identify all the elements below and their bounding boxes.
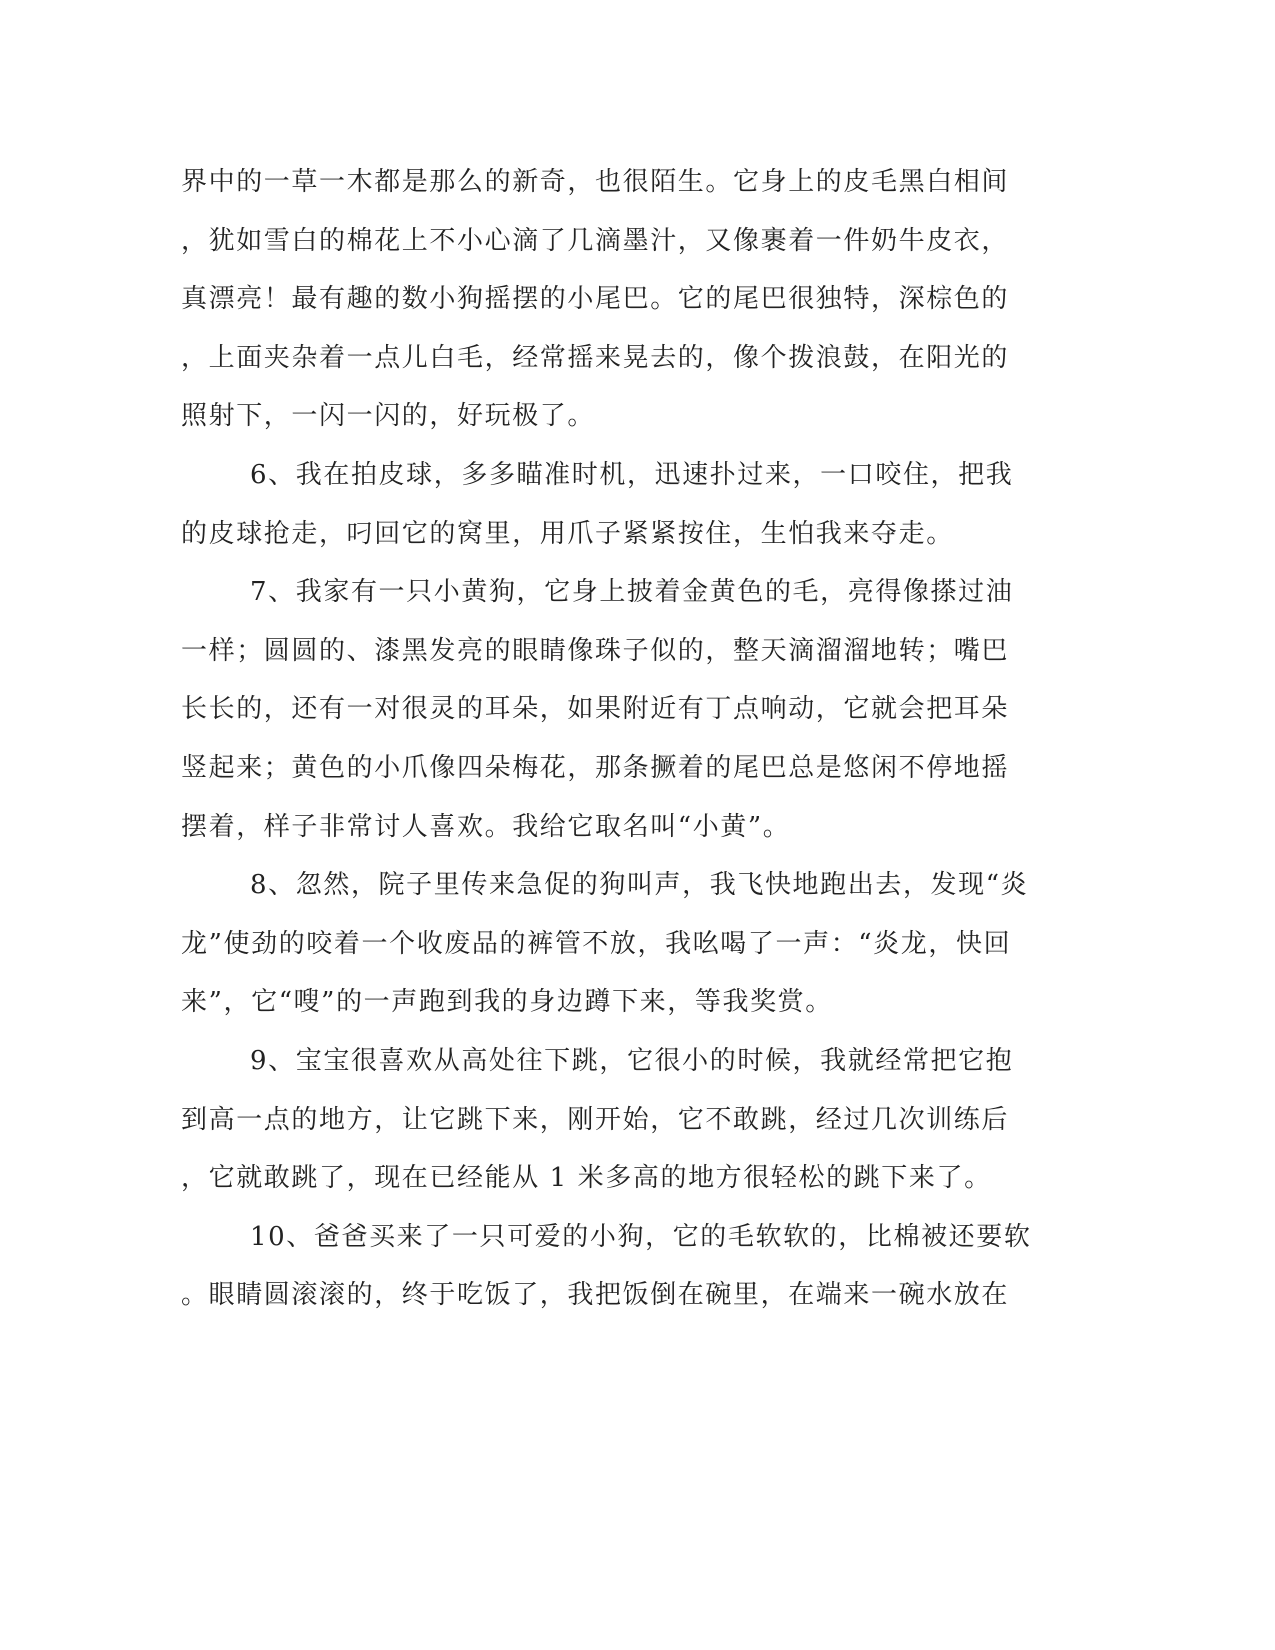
text-line: 龙”使劲的咬着一个收废品的裤管不放，我吆喝了一声：“炎龙，快回 (181, 929, 1012, 959)
text-line: 摆着，样子非常讨人喜欢。我给它取名叫“小黄”。 (181, 812, 791, 842)
text-line: 真漂亮！最有趣的数小狗摇摆的小尾巴。它的尾巴很独特，深棕色的 (181, 284, 1010, 314)
text-line: 到高一点的地方，让它跳下来，刚开始，它不敢跳，经过几次训练后 (181, 1105, 1010, 1135)
text-line: 。眼睛圆滚滚的，终于吃饭了，我把饭倒在碗里，在端来一碗水放在 (181, 1280, 1010, 1310)
paragraph-10-start: 10、爸爸买来了一只可爱的小狗，它的毛软软的，比棉被还要软 (250, 1222, 1032, 1252)
text-line: 长长的，还有一对很灵的耳朵，如果附近有丁点响动，它就会把耳朵 (181, 694, 1010, 724)
text-line: 照射下，一闪一闪的，好玩极了。 (181, 401, 596, 431)
text-line: 竖起来；黄色的小爪像四朵梅花，那条撅着的尾巴总是悠闲不停地摇 (181, 753, 1010, 783)
paragraph-8-start: 8、忽然，院子里传来急促的狗叫声，我飞快地跑出去，发现“炎 (250, 870, 1029, 900)
paragraph-6-start: 6、我在拍皮球，多多瞄准时机，迅速扑过来，一口咬住，把我 (250, 460, 1014, 490)
text-line: ，它就敢跳了，现在已经能从 1 米多高的地方很轻松的跳下来了。 (181, 1163, 992, 1193)
text-line: 一样；圆圆的、漆黑发亮的眼睛像珠子似的，整天滴溜溜地转；嘴巴 (181, 636, 1010, 666)
text-line: ，上面夹杂着一点儿白毛，经常摇来晃去的，像个拨浪鼓，在阳光的 (181, 343, 1010, 373)
paragraph-9-start: 9、宝宝很喜欢从高处往下跳，它很小的时候，我就经常把它抱 (250, 1046, 1014, 1076)
text-line: ，犹如雪白的棉花上不小心滴了几滴墨汁，又像裹着一件奶牛皮衣， (181, 226, 1010, 256)
text-line: 来”，它“嗖”的一声跑到我的身边蹲下来，等我奖赏。 (181, 987, 833, 1017)
paragraph-7-start: 7、我家有一只小黄狗，它身上披着金黄色的毛，亮得像搽过油 (250, 577, 1014, 607)
text-line: 的皮球抢走，叼回它的窝里，用爪子紧紧按住，生怕我来夺走。 (181, 519, 954, 549)
text-line: 界中的一草一木都是那么的新奇，也很陌生。它身上的皮毛黑白相间 (181, 167, 1010, 197)
